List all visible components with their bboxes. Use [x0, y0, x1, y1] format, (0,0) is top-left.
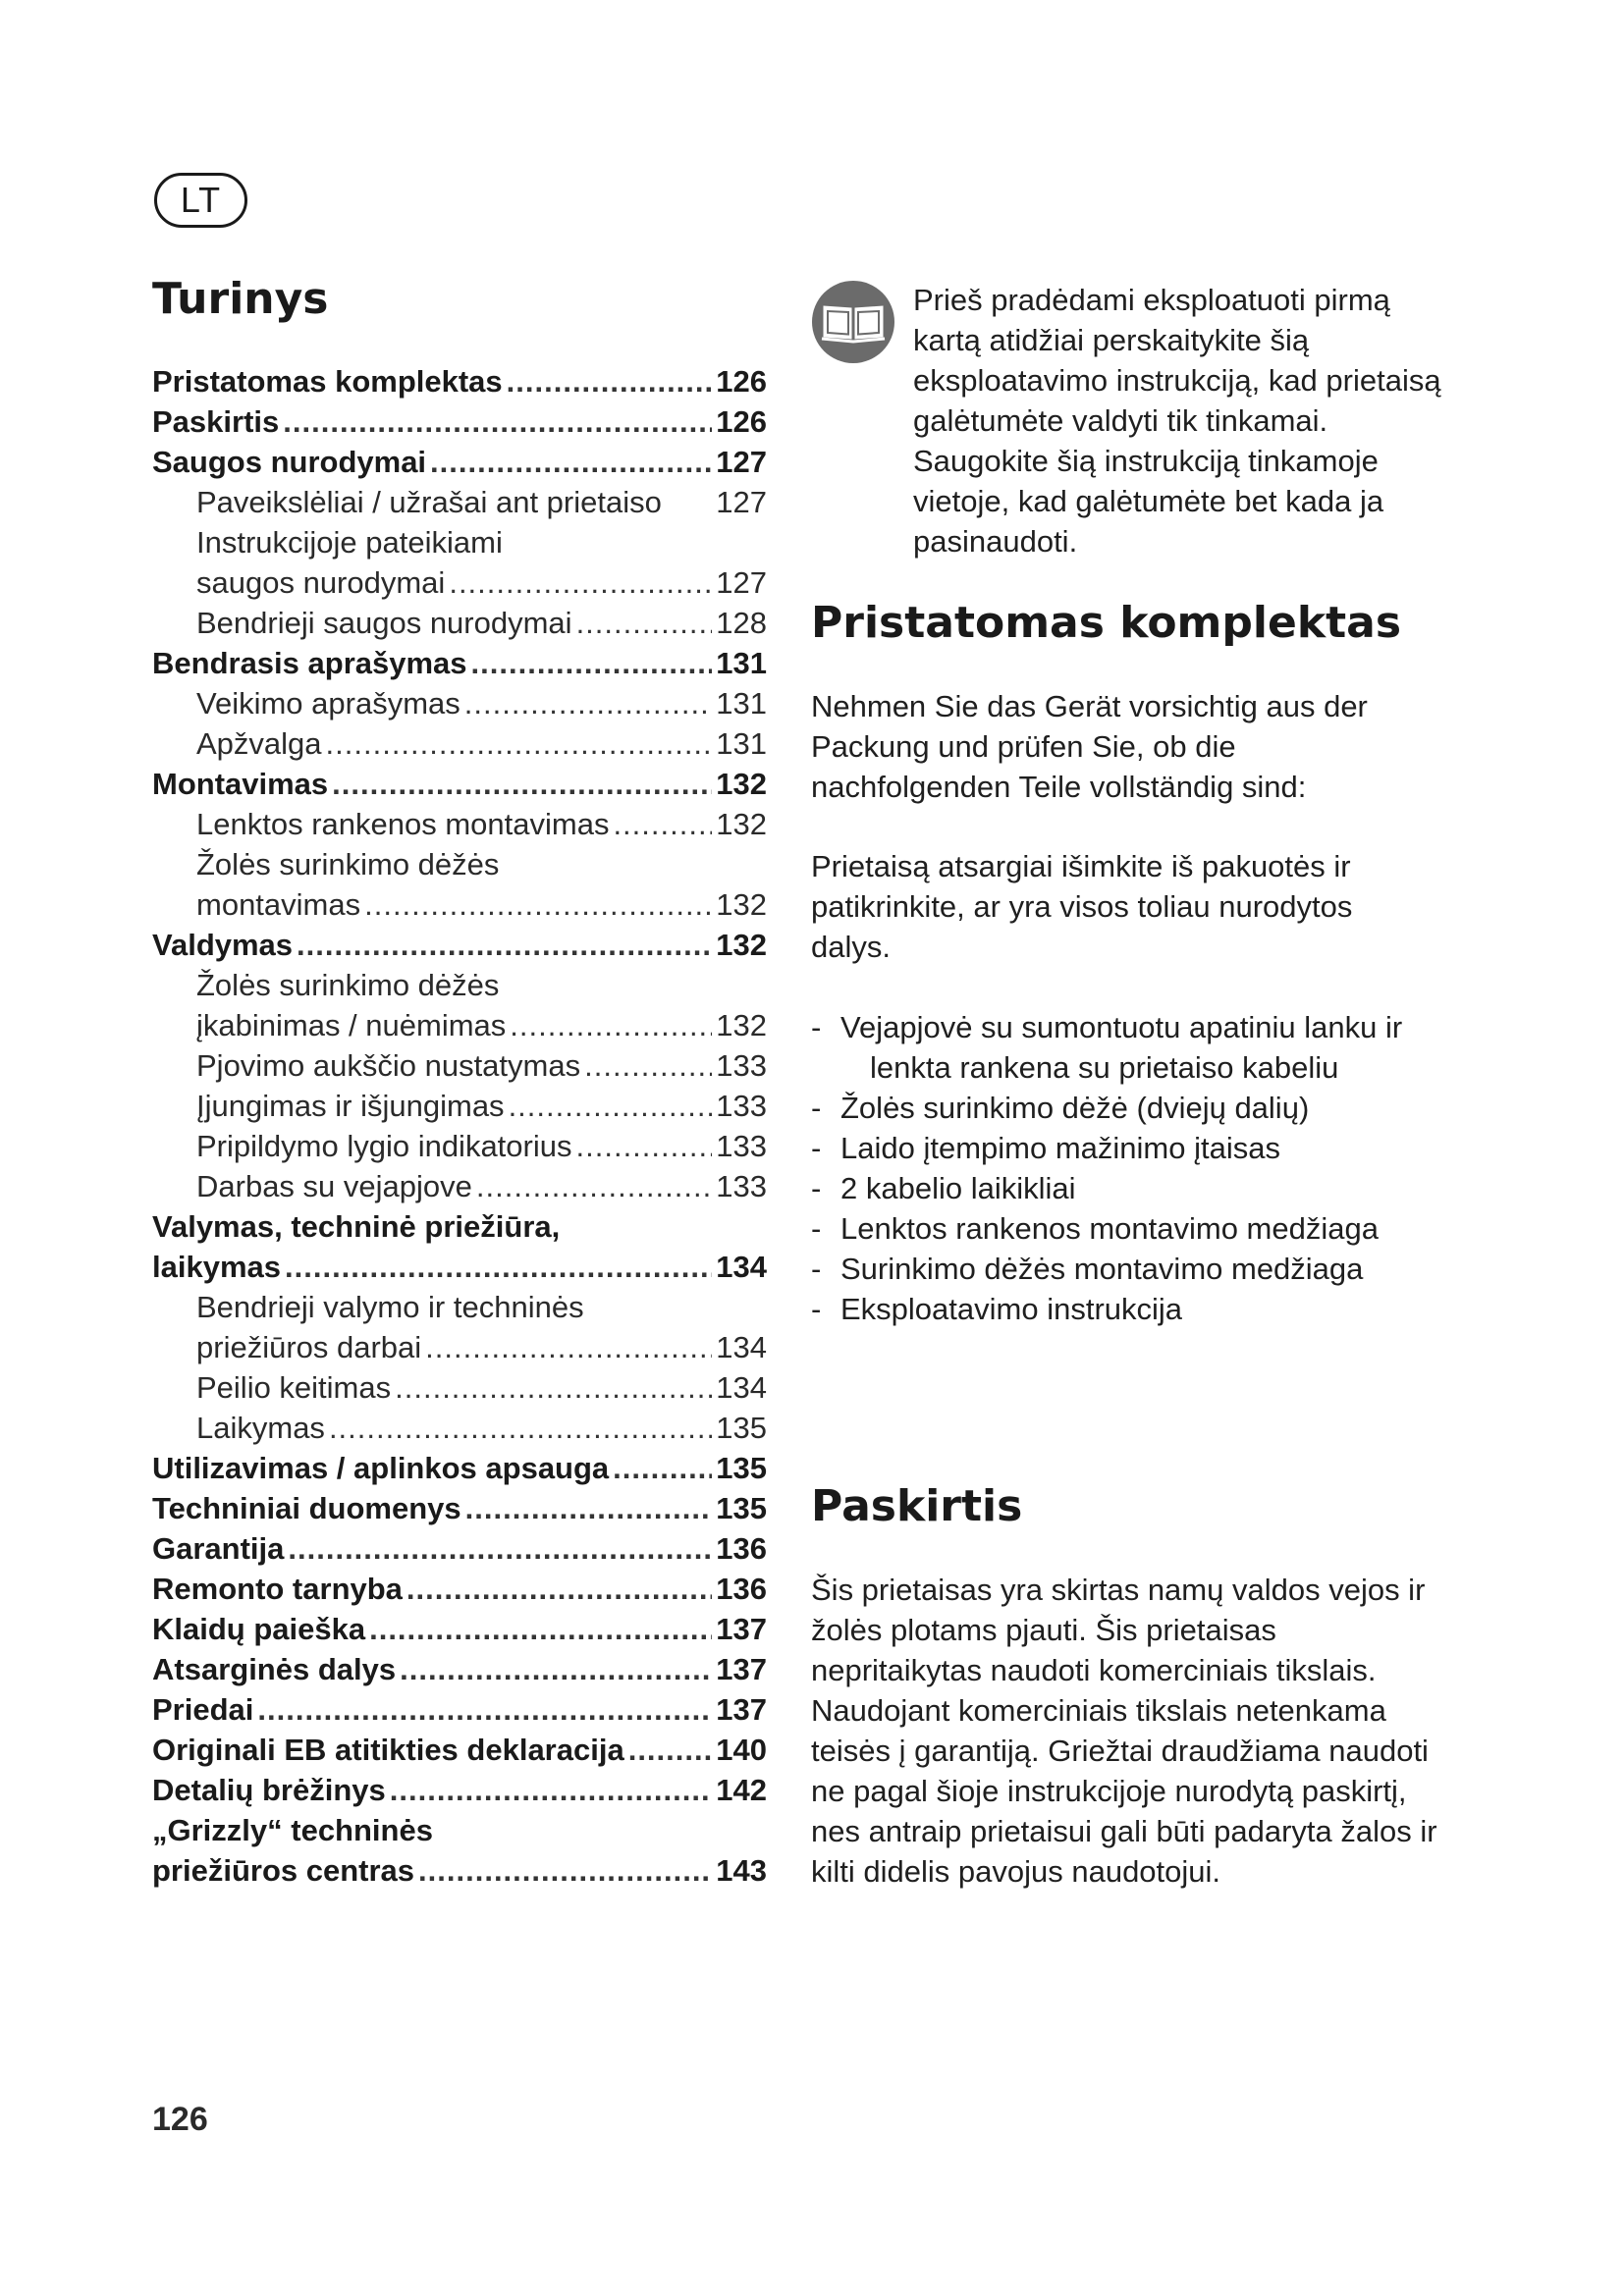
toc-entry [152, 1166, 767, 1206]
toc-entry-label: Klaidų paieška [152, 1612, 366, 1646]
toc-entry [152, 361, 767, 401]
toc-dot-leader [576, 1126, 713, 1166]
list-item [811, 1289, 1439, 1329]
toc-dot-leader [507, 361, 713, 401]
toc-entry-label: Priedai [152, 1692, 254, 1727]
toc-entry [152, 522, 767, 603]
toc-entry [152, 1408, 767, 1448]
toc-entry [152, 1287, 767, 1367]
list-item-text: Lenktos rankenos montavimo medžiaga [840, 1211, 1379, 1246]
toc-entry-label: Detalių brėžinys [152, 1773, 386, 1807]
toc-entry-label: Saugos nurodymai [152, 445, 427, 479]
list-item [811, 1208, 1439, 1249]
toc-page-number: 133 [716, 1169, 767, 1203]
country-badge: LT [154, 173, 247, 228]
toc-page-number: 133 [716, 1048, 767, 1083]
toc-entry [152, 1488, 767, 1528]
toc-dot-leader [465, 1488, 713, 1528]
toc-entry-label: Laikymas [196, 1411, 325, 1445]
toc-entry [152, 1206, 767, 1287]
toc-dot-leader [297, 925, 712, 965]
toc-entry [152, 1770, 767, 1810]
list-item [811, 1007, 1439, 1088]
bullet-dash: - [811, 1131, 822, 1165]
bullet-dash: - [811, 1171, 822, 1205]
list-item [811, 1168, 1439, 1208]
toc-entry-label: priežiūros darbai [196, 1330, 422, 1364]
list-item [811, 1249, 1439, 1289]
bullet-dash: - [811, 1010, 822, 1044]
toc-page-number: 132 [716, 807, 767, 841]
toc-entry-label: Paveikslėliai / užrašai ant prietaiso [196, 485, 662, 519]
list-item [811, 1088, 1439, 1128]
toc-page-number: 137 [716, 1692, 767, 1727]
toc-entry-label: Apžvalga [196, 726, 322, 761]
toc-entry-label: Žolės surinkimo dėžės [196, 968, 500, 1002]
list-item-text: Laido įtempimo mažinimo įtaisas [840, 1131, 1280, 1165]
table-of-contents [152, 361, 767, 1891]
toc-entry [152, 965, 767, 1045]
toc-dot-leader [369, 1609, 712, 1649]
read-manual-icon [811, 280, 895, 364]
toc-entry-label: Peilio keitimas [196, 1370, 392, 1405]
toc-entry-label: Pristatomas komplektas [152, 364, 503, 399]
toc-dot-leader [510, 1005, 712, 1045]
toc-dot-leader [283, 401, 712, 442]
toc-entry [152, 1367, 767, 1408]
toc-entry-label: Valdymas [152, 928, 294, 962]
toc-entry [152, 1730, 767, 1770]
komplektas-paragraph-de: Nehmen Sie das Gerät vorsichtig aus der Packung und prüfen Sie, ob die nachfolgenden Teile vollständig sind: [811, 689, 1368, 804]
toc-entry-label: Darbas su vejapjove [196, 1169, 472, 1203]
toc-page-number: 134 [716, 1330, 767, 1364]
toc-dot-leader [464, 683, 712, 723]
toc-page-number: 132 [716, 928, 767, 962]
toc-entry-label: Utilizavimas / aplinkos apsauga [152, 1451, 610, 1485]
toc-dot-leader [628, 1730, 713, 1770]
toc-dot-leader [395, 1367, 712, 1408]
bullet-dash: - [811, 1252, 822, 1286]
toc-page-number: 135 [716, 1451, 767, 1485]
bullet-dash: - [811, 1091, 822, 1125]
read-instructions-notice: Prieš pradėdami eksploatuoti pirmą kartą atidžiai perskaitykite šią eksploatavimo instrukciją, kad prietaisą galėtumėte valdyti tik tinkamai. Saugokite šią instrukciją tinkamoje vietoje, kad galėtumėte bet kada ja pasinaudoti. [913, 283, 1441, 559]
toc-dot-leader [329, 1408, 712, 1448]
toc-page-number: 131 [716, 646, 767, 680]
komplektas-paragraph-lt: Prietaisą atsargiai išimkite iš pakuotės ir patikrinkite, ar yra visos toliau nurodytos dalys. [811, 849, 1353, 964]
list-item-text: Surinkimo dėžės montavimo medžiaga [840, 1252, 1364, 1286]
toc-entry [152, 1569, 767, 1609]
toc-page-number: 128 [716, 606, 767, 640]
toc-dot-leader [449, 562, 712, 603]
list-item [811, 1128, 1439, 1168]
toc-entry [152, 1448, 767, 1488]
toc-dot-leader [584, 1045, 712, 1086]
toc-entry-label: Techniniai duomenys [152, 1491, 461, 1525]
toc-entry-label: „Grizzly“ techninės [152, 1813, 433, 1847]
toc-dot-leader [613, 804, 712, 844]
toc-entry [152, 1810, 767, 1891]
toc-dot-leader [418, 1850, 712, 1891]
toc-dot-leader [326, 723, 713, 764]
toc-dot-leader [471, 643, 713, 683]
list-item-text: Vejapjovė su sumontuotu apatiniu lanku ir lenkta rankena su prietaiso kabeliu [840, 1010, 1403, 1085]
toc-dot-leader [332, 764, 712, 804]
bullet-dash: - [811, 1292, 822, 1326]
bullet-dash: - [811, 1211, 822, 1246]
toc-entry [152, 1609, 767, 1649]
toc-dot-leader [613, 1448, 712, 1488]
toc-page-number: 134 [716, 1370, 767, 1405]
toc-dot-leader [390, 1770, 713, 1810]
toc-entry [152, 683, 767, 723]
toc-entry-label: Remonto tarnyba [152, 1572, 403, 1606]
list-item-text: 2 kabelio laikikliai [840, 1171, 1076, 1205]
toc-page-number: 137 [716, 1612, 767, 1646]
toc-entry-label: Bendrieji saugos nurodymai [196, 606, 572, 640]
toc-page-number: 136 [716, 1572, 767, 1606]
toc-page-number: 135 [716, 1491, 767, 1525]
toc-page-number: 143 [716, 1853, 767, 1888]
toc-entry [152, 925, 767, 965]
toc-dot-leader [476, 1166, 712, 1206]
toc-entry [152, 723, 767, 764]
toc-dot-leader [509, 1086, 713, 1126]
toc-entry-label: įkabinimas / nuėmimas [196, 1008, 507, 1042]
toc-entry-label: Pjovimo aukščio nustatymas [196, 1048, 581, 1083]
toc-entry [152, 603, 767, 643]
toc-dot-leader [257, 1689, 712, 1730]
toc-title: Turinys [152, 274, 329, 324]
toc-entry-label: Įjungimas ir išjungimas [196, 1089, 505, 1123]
toc-page-number: 133 [716, 1129, 767, 1163]
list-item-text: Eksploatavimo instrukcija [840, 1292, 1183, 1326]
toc-page-number: 133 [716, 1089, 767, 1123]
toc-page-number: 127 [716, 445, 767, 479]
toc-entry [152, 764, 767, 804]
toc-page-number: 136 [716, 1531, 767, 1566]
toc-page-number: 137 [716, 1652, 767, 1686]
toc-dot-leader [425, 1327, 712, 1367]
toc-entry-label: Garantija [152, 1531, 285, 1566]
toc-page-number: 140 [716, 1733, 767, 1767]
toc-entry-label: Montavimas [152, 767, 329, 801]
page-number: 126 [152, 2101, 208, 2138]
toc-page-number: 126 [716, 404, 767, 439]
toc-page-number: 126 [716, 364, 767, 399]
toc-entry-label: Veikimo aprašymas [196, 686, 460, 721]
toc-entry-label: Žolės surinkimo dėžės [196, 847, 500, 881]
toc-entry-label: montavimas [196, 887, 361, 922]
toc-page-number: 132 [716, 1008, 767, 1042]
toc-entry [152, 401, 767, 442]
toc-entry [152, 1126, 767, 1166]
toc-page-number: 132 [716, 767, 767, 801]
toc-entry [152, 1528, 767, 1569]
delivery-contents-list [811, 1007, 1439, 1329]
toc-entry-label: priežiūros centras [152, 1853, 415, 1888]
toc-entry [152, 804, 767, 844]
toc-entry [152, 442, 767, 482]
toc-entry-label: laikymas [152, 1250, 281, 1284]
toc-dot-leader [430, 442, 712, 482]
toc-entry [152, 1045, 767, 1086]
toc-dot-leader [576, 603, 713, 643]
toc-page-number: 127 [716, 485, 767, 519]
paskirtis-paragraph: Šis prietaisas yra skirtas namų valdos vejos ir žolės plotams pjauti. Šis prietaisas nepritaikytas naudoti komerciniais tikslais. Naudojant komerciniais tikslais netenkama teisės į garantiją. Griežtai draudžiama naudoti ne pagal šioje instrukcijoje nurodytą paskirtį, nes antraip prietaisui gali būti padaryta žalos ir kilti didelis pavojus naudotojui. [811, 1573, 1437, 1889]
toc-page-number: 135 [716, 1411, 767, 1445]
toc-entry [152, 844, 767, 925]
toc-page-number: 132 [716, 887, 767, 922]
toc-page-number: 131 [716, 726, 767, 761]
toc-entry-label: Pripildymo lygio indikatorius [196, 1129, 572, 1163]
toc-entry-label: Lenktos rankenos montavimas [196, 807, 610, 841]
toc-page-number: 142 [716, 1773, 767, 1807]
toc-entry-label: Originali EB atitikties deklaracija [152, 1733, 624, 1767]
toc-dot-leader [285, 1247, 712, 1287]
toc-page-number: 134 [716, 1250, 767, 1284]
section-heading-komplektas: Pristatomas komplektas [811, 598, 1402, 648]
toc-entry [152, 1689, 767, 1730]
toc-entry [152, 1649, 767, 1689]
toc-entry [152, 643, 767, 683]
toc-entry-label: Bendrieji valymo ir techninės [196, 1290, 584, 1324]
toc-dot-leader [288, 1528, 712, 1569]
toc-entry-label: Paskirtis [152, 404, 280, 439]
list-item-text: Žolės surinkimo dėžė (dviejų dalių) [840, 1091, 1310, 1125]
toc-entry-label: Valymas, techninė priežiūra, [152, 1209, 561, 1244]
toc-dot-leader [400, 1649, 712, 1689]
toc-entry-label: Bendrasis aprašymas [152, 646, 467, 680]
toc-dot-leader [406, 1569, 712, 1609]
toc-page-number: 127 [716, 565, 767, 600]
toc-page-number: 131 [716, 686, 767, 721]
section-heading-paskirtis: Paskirtis [811, 1481, 1023, 1531]
toc-entry-label: Instrukcijoje pateikiami [196, 525, 503, 560]
toc-dot-leader [364, 884, 712, 925]
toc-entry-label: Atsarginės dalys [152, 1652, 397, 1686]
toc-entry [152, 482, 767, 522]
toc-entry-label: saugos nurodymai [196, 565, 446, 600]
toc-entry [152, 1086, 767, 1126]
